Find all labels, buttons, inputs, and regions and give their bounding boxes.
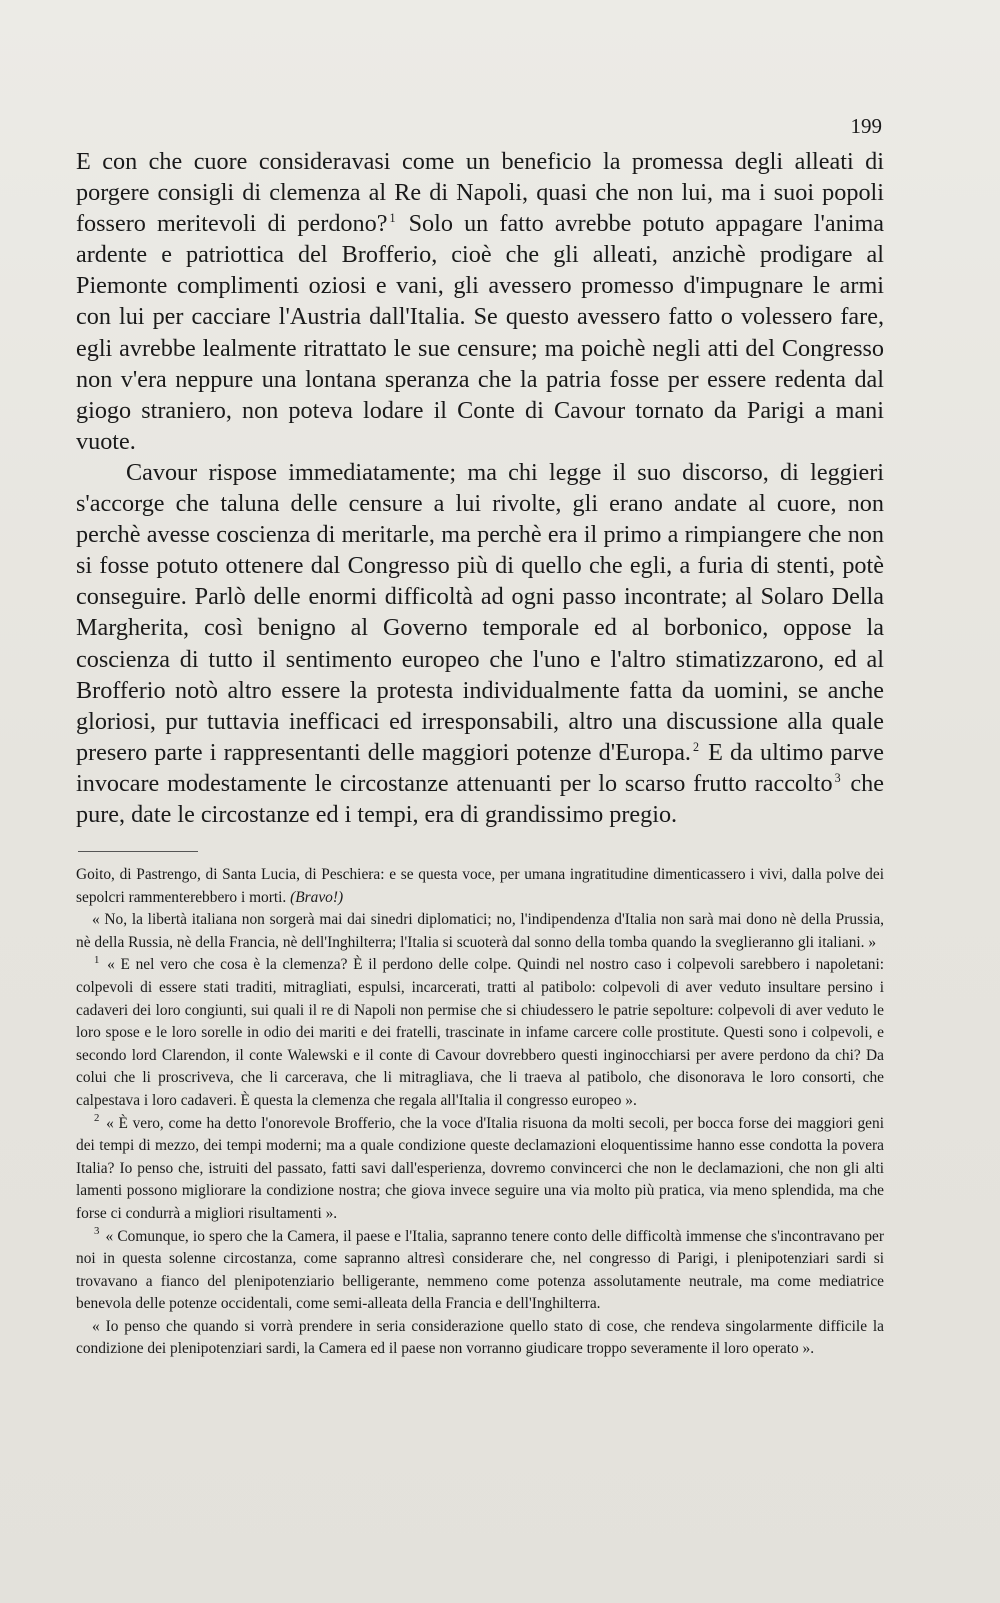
footnote-continuation: Goito, di Pastrengo, di Santa Lucia, di Peschiera: e se questa voce, per umana ingratitudine dimenticassero i vivi, dalla polve dei sepolcri rammenterebbero i morti. (Bravo!) — [76, 866, 884, 906]
footnote-divider — [78, 851, 198, 852]
footnote-number: 3 — [94, 1225, 100, 1238]
footnote-ref[interactable]: 2 — [692, 739, 700, 754]
footnote-1: $^1$ « E nel vero che cosa è la clemenza? È il perdono delle colpe. Quindi nel nostro caso i colpevoli sarebbero i napoletani: colpevoli di essere stati traditi, mitragliati, espulsi, incarcerati, tratti al patibolo: colpevoli di aver veduto insultare persino i cadaveri dei loro congiunti, sui quali il re di Napoli non permise che si chiudessero le patrie sepolture: colpevoli di aver veduto le loro spose e le loro sorelle in odio dei mariti e dei fratelli, trascinate in infame carcere colle prostitute. Questi sono i colpevoli, e secondo lord Clarendon, il conte Walewski e il conte di Cavour dovrebbero questi inginocchiarsi per avere perdono da chi? Da colui che li proscriveva, che li carcerava, che li mitragliava, che li traeva al patibolo, che disonorava le loro consorti, che calpestava i loro cadaveri. È questa la clemenza che regala all'Italia il congresso europeo ». — [76, 954, 884, 1109]
page-number: 199 — [850, 114, 882, 138]
footnotes — [76, 864, 884, 1361]
paragraph-text: E da ultimo parve invocare modestamente le circostanze attenuanti per lo scarso frutto raccolto — [76, 738, 884, 797]
paragraph-text: Cavour rispose immediatamente; ma chi legge il suo discorso, di leggieri s'accorge che taluna delle censure a lui rivolte, gli erano andate al cuore, non perchè avesse coscienza di meritarle, ma perchè era il primo a rimpiangere che non si fosse potuto ottenere dal Congresso più di quello che egli, a furia di stenti, potè conseguire. Parlò delle enormi difficoltà ad ogni passo incontrate; al Solaro Della Margherita, così benigno al Governo temporale ed al borbonico, oppose la coscienza di tutto il sentimento europeo che l'uno e l'altro stimatizzarono, ed al Brofferio notò altro essere la protesta individualmente fatta da uomini, se anche gloriosi, pur tuttavia inefficaci ed irresponsabili, altro una discussione alla quale presero parte i rappresentanti delle maggiori potenze d'Europa. — [76, 458, 884, 766]
footnote-ref[interactable]: 1 — [389, 211, 396, 226]
paragraph — [76, 457, 884, 830]
paragraph — [76, 146, 884, 457]
footnote-ref[interactable]: 3 — [834, 770, 841, 785]
footnote-3: $^3$ « Comunque, io spero che la Camera, il paese e l'Italia, sapranno tenere conto delle difficoltà immense che s'incontravano per noi in questa solenne circostanza, come sapranno altresì considerare che, nel congresso di Parigi, i plenipotenziari sardi si trovavano a fianco del plenipotenziario belligerante, nemmeno come potenza assolutamente neutrale, ma come mediatrice benevola delle potenze occidentali, come semi-alleata della Francia e dell'Inghilterra. — [76, 1225, 884, 1313]
footnote-3-continuation: « Io penso che quando si vorrà prendere in seria considerazione quello stato di cose, che rendeva singolarmente difficile la condizione dei plenipotenziari sardi, la Camera ed il paese non vorranno giudicare troppo severamente il loro operato ». — [76, 1317, 884, 1358]
paragraph-text: E con che cuore consideravasi come un beneficio la promessa degli alleati di porgere consigli di clemenza al Re di Napoli, quasi che non lui, ma i suoi popoli fossero meritevoli di perdono? — [76, 148, 884, 238]
paragraph-text: che pure, date le circostanze ed i tempi, era di grandissimo pregio. — [76, 769, 884, 828]
footnote-2: $^2$ « È vero, come ha detto l'onorevole Brofferio, che la voce d'Italia risuona da molti secoli, per bocca forse dei maggiori geni dei tempi di mezzo, dei tempi moderni; ma a quale condizione queste declamazioni eloquentissime hanno esse condotta la povera Italia? Io penso che, istruiti del passato, fatti savi dall'esperienza, dovremo convincerci che non le declamazioni, che non gli alti lamenti possono migliorare la condizione nostra; che giova invece seguire una via molto più pratica, via meno splendida, ma che forse ci condurrà a migliori risultamenti ». — [76, 1112, 884, 1222]
footnote-number: 2 — [94, 1112, 100, 1125]
footnote-continuation: « No, la libertà italiana non sorgerà mai dai sinedri diplomatici; no, l'indipendenza d'Italia non sarà mai dono nè della Prussia, nè della Russia, nè della Francia, nè dell'Inghilterra; l'Italia si scuoterà dal sonno della tomba quando la sveglieranno gli italiani. » — [76, 911, 884, 951]
paragraph-text: Solo un fatto avrebbe potuto appagare l'anima ardente e patriottica del Brofferio, cioè che gli alleati, anzichè prodigare al Piemonte complimenti oziosi e vani, gli avessero promesso d'impugnare le armi con lui per cacciare l'Austria dall'Italia. Se questo avessero fatto o volessero fare, egli avrebbe lealmente ritrattato le sue censure; ma poichè negli atti del Congresso non v'era neppure una lontana speranza che la patria fosse per essere redenta dal giogo straniero, non poteva lodare il Conte di Cavour tornato da Parigi a mani vuote. — [76, 210, 884, 455]
footnote-number: 1 — [94, 954, 100, 967]
main-text — [76, 146, 884, 830]
